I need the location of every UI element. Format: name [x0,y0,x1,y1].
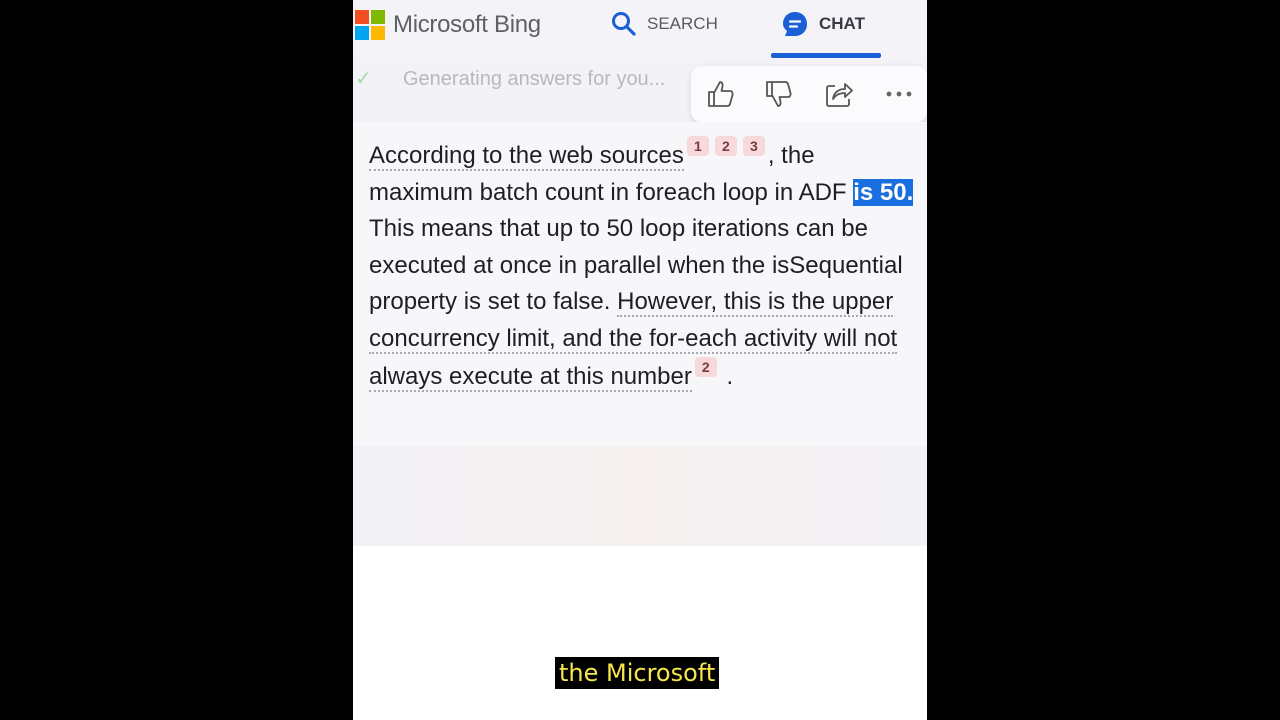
citation-1[interactable]: 1 [687,136,709,156]
share-button[interactable] [821,76,857,112]
check-icon: ✓ [355,68,372,90]
bing-chat-screen [353,0,927,720]
dislike-button[interactable] [761,76,797,112]
citation-3[interactable]: 3 [743,136,765,156]
citation-2[interactable]: 2 [715,136,737,156]
chat-background [353,446,927,546]
generating-status: Generating answers for you... [403,68,666,90]
microsoft-logo-icon [355,10,385,40]
nav-search-label: SEARCH [647,14,718,33]
search-icon [611,11,637,37]
chat-bubble-icon [781,10,809,38]
brand-name: Microsoft Bing [393,11,541,38]
cited-phrase[interactable]: However, this is the upper concurrency limit, and the for-each activity will not always execute at this number [369,288,898,390]
answer-segment: , the maximum batch count in foreach loop in ADF [369,142,854,206]
like-button[interactable] [703,76,739,112]
selected-text: is 50. [853,178,914,206]
more-icon [884,89,914,99]
nav-chat-tab[interactable] [781,10,865,38]
top-header [353,0,927,60]
nav-search-tab[interactable] [611,10,718,38]
answer-segment: . [719,363,734,390]
message-action-bar [691,66,927,122]
nav-chat-label: CHAT [819,14,865,33]
cited-phrase[interactable]: According to the web sources [369,142,684,169]
active-tab-indicator [771,53,881,58]
share-icon [823,78,855,110]
thumbs-up-icon [705,78,737,110]
video-caption: the Microsoft [555,657,719,689]
answer-text [369,136,917,396]
more-options-button[interactable] [881,76,917,112]
thumbs-down-icon [763,78,795,110]
answer-segment: This means that up to 50 loop iterations can be executed at once in parallel when the isSequential property is set to false. [369,215,903,315]
citation-2[interactable]: 2 [695,357,717,377]
